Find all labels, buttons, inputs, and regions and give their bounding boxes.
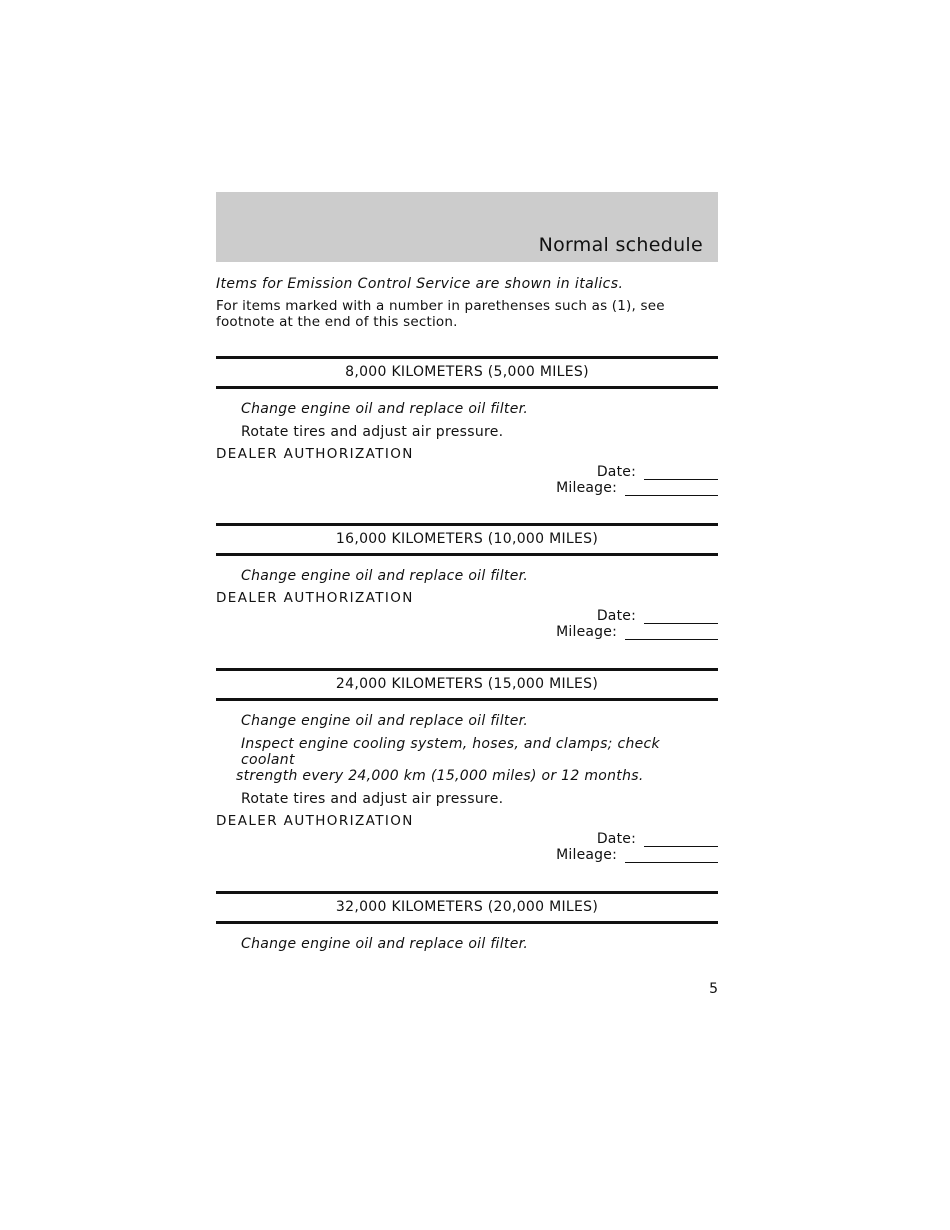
service-item: Change engine oil and replace oil filter.: [241, 568, 529, 584]
footnote-note: For items marked with a number in parethenses such as (1), see footnote at the end of this section.: [216, 298, 665, 330]
date-label: Date:: [596, 831, 636, 847]
service-section-24000km: [216, 668, 718, 863]
service-section-32000km: [216, 891, 718, 952]
service-item: [216, 736, 718, 784]
signature-block: [216, 464, 718, 496]
service-item: Change engine oil and replace oil filter.: [241, 713, 529, 729]
mileage-field[interactable]: [625, 626, 718, 640]
section-heading: 8,000 KILOMETERS (5,000 MILES): [216, 356, 718, 389]
service-item: Rotate tires and adjust air pressure.: [241, 791, 504, 807]
service-section-8000km: [216, 356, 718, 496]
dealer-authorization-label: DEALER AUTHORIZATION: [216, 813, 414, 829]
section-heading: 32,000 KILOMETERS (20,000 MILES): [216, 891, 718, 924]
date-field[interactable]: [644, 833, 718, 847]
signature-block: [216, 831, 718, 863]
service-item: Change engine oil and replace oil filter.: [241, 936, 529, 952]
mileage-row: [216, 480, 718, 496]
mileage-row: [216, 624, 718, 640]
service-item-line: Inspect engine cooling system, hoses, and clamps; check coolant: [241, 736, 660, 768]
mileage-row: [216, 847, 718, 863]
manual-page: [216, 192, 718, 997]
service-items: [216, 713, 718, 807]
dealer-authorization-label: DEALER AUTHORIZATION: [216, 590, 414, 606]
dealer-authorization-label: DEALER AUTHORIZATION: [216, 446, 414, 462]
mileage-field[interactable]: [625, 482, 718, 496]
mileage-label: Mileage:: [556, 624, 617, 640]
date-row: [216, 464, 718, 480]
mileage-field[interactable]: [625, 849, 718, 863]
service-section-16000km: [216, 523, 718, 640]
mileage-label: Mileage:: [556, 480, 617, 496]
mileage-label: Mileage:: [556, 847, 617, 863]
section-heading: 16,000 KILOMETERS (10,000 MILES): [216, 523, 718, 556]
date-label: Date:: [596, 464, 636, 480]
date-row: [216, 608, 718, 624]
page-title: Normal schedule: [538, 234, 703, 256]
section-heading: 24,000 KILOMETERS (15,000 MILES): [216, 668, 718, 701]
date-field[interactable]: [644, 466, 718, 480]
service-items: [216, 568, 718, 584]
service-item: Rotate tires and adjust air pressure.: [241, 424, 504, 440]
emission-italics-note: Items for Emission Control Service are shown in italics.: [216, 276, 624, 292]
header-band: [216, 192, 718, 262]
service-items: [216, 401, 718, 440]
signature-block: [216, 608, 718, 640]
service-item-line: strength every 24,000 km (15,000 miles) or 12 months.: [236, 768, 644, 784]
service-item: Change engine oil and replace oil filter.: [241, 401, 529, 417]
page-number: 5: [709, 981, 718, 997]
date-label: Date:: [596, 608, 636, 624]
date-field[interactable]: [644, 610, 718, 624]
service-items: [216, 936, 718, 952]
date-row: [216, 831, 718, 847]
